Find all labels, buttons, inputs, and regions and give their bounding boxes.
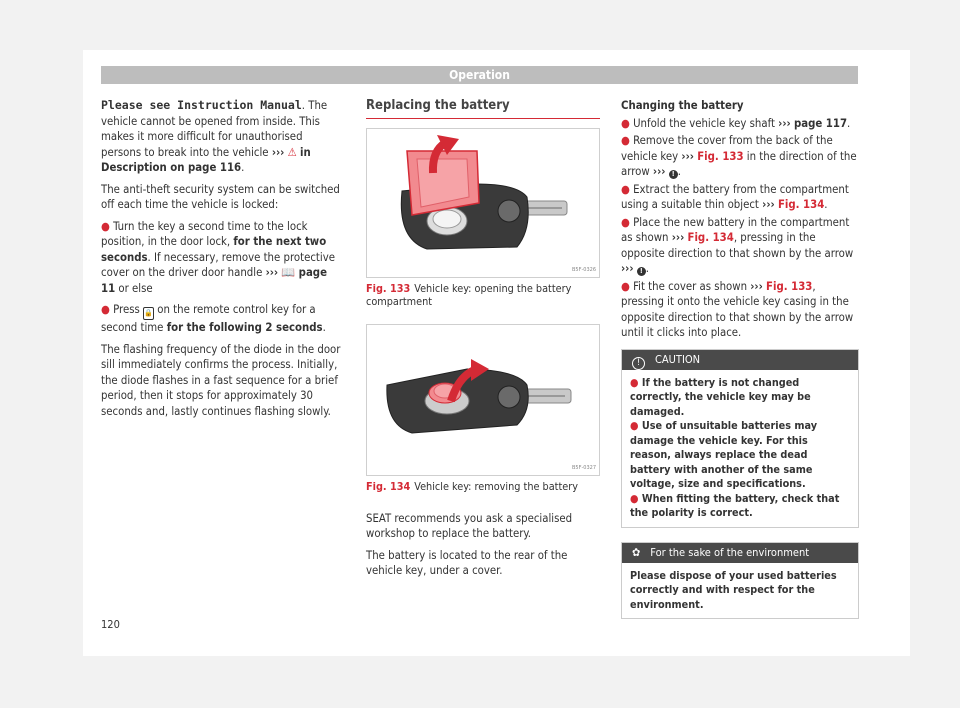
key-opening-illustration (367, 129, 599, 277)
step-remove-cover: ● Remove the cover from the back of the vehicle key ››› Fig. 133 in the direction of the arrow ››› ! . (621, 134, 857, 178)
section-title-replacing: Replacing the battery (366, 98, 600, 119)
bullet-icon: ● (621, 182, 630, 196)
environment-box (621, 542, 859, 620)
column-left (101, 98, 341, 425)
lock-button-icon: 🔒 (143, 307, 154, 320)
info-icon: ! (637, 267, 646, 276)
bullet-icon: ● (630, 491, 639, 505)
manual-page (83, 50, 910, 656)
instruction-manual-ref: Please see Instruction Manual (101, 98, 302, 112)
caution-item: ● If the battery is not changed correctly, the vehicle key may be damaged. (630, 375, 811, 418)
page-number: 120 (101, 618, 120, 631)
bullet-icon: ● (621, 134, 630, 147)
bullet-icon: ● (621, 116, 630, 130)
link-page-117[interactable]: page 117 (793, 116, 848, 130)
warning-icon: ⚠ (287, 145, 297, 159)
link-fig-134[interactable]: Fig. 134 (687, 231, 734, 244)
caution-box (621, 349, 859, 528)
step-place: ● Place the new battery in the compartment as shown ››› Fig. 134, pressing in the opposite direction to that shown by the arrow ››› ! . (621, 215, 854, 275)
paragraph-flashing: The flashing frequency of the diode in the door sill immediately confirms the process. Initially, the diode flashes in a fast sequence for a brief period, then it stops for approximately 30 seconds and, lastly continues flashing slowly. (101, 342, 341, 418)
column-right (621, 98, 859, 619)
bullet-icon: ● (630, 419, 639, 432)
section-header: Operation (101, 66, 858, 84)
bullet-icon: ● (621, 215, 630, 229)
book-icon: 📖 (281, 266, 296, 279)
link-description[interactable]: in Description on page 116 (101, 145, 311, 174)
key-removing-illustration (367, 325, 599, 475)
subsection-title: Changing the battery (621, 99, 744, 112)
caution-icon: ! (632, 357, 645, 370)
paragraph-instruction: Please see Instruction Manual. The vehicle cannot be opened from inside. This makes it more difficult for unauthorised persons to break into the vehicle ››› ⚠ in Description on page 116. (101, 98, 328, 174)
caution-item: ● Use of unsuitable batteries may damage the vehicle key. For this reason, always replace the dead battery with another of the same voltage, size and specifications. (630, 419, 818, 490)
environment-body: Please dispose of your used batteries correctly and with respect for the environment. (630, 568, 837, 611)
link-fig-133[interactable]: Fig. 133 (766, 279, 813, 293)
step-fit-cover: ● Fit the cover as shown ››› Fig. 133, pressing it onto the vehicle key casing in the opposite direction to that shown by the arrow until it clicks into place. (621, 279, 854, 339)
figure-code: B5F-0326 (572, 266, 597, 273)
bullet-icon: ● (621, 279, 630, 293)
step-unfold: ● Unfold the vehicle key shaft ››› page 117. (621, 116, 851, 130)
caution-item: ● When fitting the battery, check that the polarity is correct. (630, 491, 840, 519)
link-page-11[interactable]: page 11 (101, 266, 327, 295)
step-extract: ● Extract the battery from the compartment using a suitable thin object ››› Fig. 134. (621, 182, 849, 211)
figure-133 (366, 128, 600, 278)
column-middle (366, 98, 600, 585)
figure-code: B5F-0327 (572, 464, 597, 471)
info-icon: ! (669, 170, 678, 179)
bullet-icon: ● (101, 303, 110, 316)
bullet-press: ● Press 🔒 on the remote control key for a second time for the following 2 seconds. (101, 303, 326, 334)
figure-134-caption: Fig. 134 Vehicle key: removing the battery (366, 479, 579, 493)
paragraph-recommend: SEAT recommends you ask a specialised workshop to replace the battery. (366, 511, 573, 540)
figure-134 (366, 324, 600, 476)
paragraph-antitheft: The anti-theft security system can be switched off each time the vehicle is locked: (101, 182, 340, 211)
bullet-turn-key: ● Turn the key a second time to the lock position, in the door lock, for the next two seconds. If necessary, remove the protective cover on the driver door handle ››› 📖 page 11 or else (101, 219, 335, 295)
link-fig-134[interactable]: Fig. 134 (777, 198, 825, 211)
paragraph-location: The battery is located to the rear of the vehicle key, under a cover. (366, 548, 568, 577)
bullet-icon: ● (630, 375, 639, 389)
link-fig-133[interactable]: Fig. 133 (697, 149, 744, 163)
environment-header: ✿ For the sake of the environment (622, 543, 858, 563)
caution-header: ! CAUTION (622, 350, 858, 370)
caution-body (622, 370, 858, 527)
figure-133-caption: Fig. 133 Vehicle key: opening the battery compartment (366, 281, 572, 308)
bullet-icon: ● (101, 219, 110, 233)
environment-icon: ✿ (632, 545, 641, 559)
